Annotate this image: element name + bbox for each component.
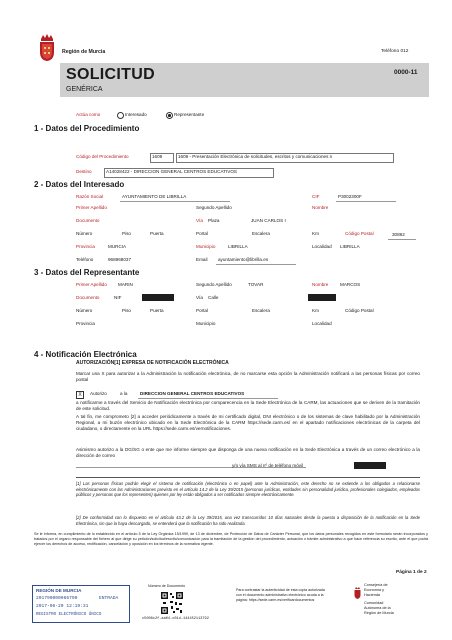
radio-interested[interactable] <box>117 112 124 119</box>
social-value: AYUNTAMIENTO DE LIBRILLA <box>122 194 187 199</box>
registry-stamp-datetime: 2017-06-20 12:19:31 <box>36 604 89 609</box>
cif-underline <box>336 201 396 202</box>
int-postal-underline <box>388 239 416 240</box>
int-postal-label: Código Postal <box>345 231 374 236</box>
rep-locality-label: Localidad <box>312 321 332 326</box>
authorize-checkbox[interactable]: X <box>76 391 84 399</box>
section3-title: 3 - Datos del Representante <box>34 268 140 277</box>
rep-document-redacted <box>142 294 174 301</box>
destination-label: Destino <box>76 169 92 174</box>
crown-shield-icon <box>38 34 56 62</box>
section2-title: 2 - Datos del Interesado <box>34 180 125 189</box>
int-first-surname-label: Primer Apellido <box>76 205 107 210</box>
rep-stairs-label: Escalera <box>252 308 270 313</box>
footer-line5: Autónoma de la <box>364 606 391 610</box>
verification-code-value: c5008c2f-aa04-c01d-144452113792 <box>142 617 209 621</box>
int-via-label: Vía <box>196 218 203 223</box>
authorize-entity: DIRECCION GENERAL CENTROS EDUCATIVOS <box>140 391 245 396</box>
section4-title: 4 - Notificación Electrónica <box>34 350 137 359</box>
int-postal-value: 30892 <box>392 232 405 237</box>
int-locality-label: Localidad <box>312 244 332 249</box>
footnote-separator <box>76 477 420 478</box>
footer-crown-icon <box>354 586 361 598</box>
registry-stamp <box>32 585 130 623</box>
rep-via-redacted <box>308 294 336 301</box>
footer-line3: Hacienda <box>364 593 381 597</box>
rep-portal-label: Portal <box>196 308 209 313</box>
social-underline <box>120 201 230 202</box>
acting-as-label: Actúa como <box>76 112 101 117</box>
footer-line2: Economía y <box>364 588 385 592</box>
cif-value: P3002300F <box>338 194 362 199</box>
int-document-label: Documento <box>76 218 100 223</box>
procedure-code-label: Código del Procedimiento <box>76 154 129 159</box>
rep-postal-label: Código Postal <box>345 308 374 313</box>
rep-province-label: Provincia <box>76 321 95 326</box>
verification-code-label: Número de Documento <box>148 584 186 588</box>
radio-representative[interactable] <box>166 112 173 119</box>
authorize-text: Autorizo <box>90 391 107 396</box>
qr-code-icon <box>160 591 184 615</box>
data-protection-notice: Se le informa, en cumplimiento de lo establecido en el artículo 5 de la Ley Orgánica 15/1999, de 13 de diciembre, de Protección de Datos de Carácter Personal, que los datos personales recogidos en este formulario serán incorporados y tratados por el órgano responsable del fichero al que dirige su petición/solicitud/escrito/comunicación para la tramitación de la gestión del procedimiento, actuación o trámite administrativo a que hace referencia su escrito, ante el que podrá ejercer los derechos de acceso, rectificación, cancelación y oposición en los términos de la normativa vigente. <box>34 532 428 546</box>
rep-document-type: NIF <box>114 295 122 300</box>
rep-via-label: Vía <box>196 295 203 300</box>
sms-text: y/o vía SMS al nº de teléfono móvil <box>232 463 304 468</box>
registry-stamp-number: 201790000066790 <box>36 596 78 601</box>
int-stairs-label: Escalera <box>252 231 270 236</box>
rep-first-surname-label: Primer Apellido <box>76 282 107 287</box>
int-phone-value: 968968037 <box>108 257 131 262</box>
int-km-label: Km <box>312 231 319 236</box>
int-phone-label: Teléfono <box>76 257 94 262</box>
int-province-label: Provincia <box>76 244 95 249</box>
notification-paragraph: a notificarme a través del Servicio de Notificación electrónica por comparecencia en la Sede Electrónica de la CARM, las actuaciones que se deriven de la tramitación de este solicitud. <box>76 400 420 412</box>
rep-document-label: Documento <box>76 295 100 300</box>
authorize-to: a la <box>120 391 128 396</box>
int-email-label: Email <box>196 257 208 262</box>
footnote-1: [1] Las personas físicas podrán elegir el sistema de notificación (electrónico o en papel) ante la Administración, este derecho no se extiende a los obligados a relacionarse electrónicamente con las Administraciones previsto en el artículo 14.2 de la Ley 39/2015 (personas jurídicas, entidades sin personalidad jurídica, profesionales colegiados, empleados públicos y personas que los representen) quienes por ley están obligados a ser notificados siempre electrónicamente. <box>76 481 420 498</box>
verification-text: Para contrastar la autenticidad de esta copia autorizada con el documento administrativo electrónico acuda a la página: https://sede.carm.es/verificardocumentos <box>236 588 325 602</box>
int-locality-value: LIBRILLA <box>340 244 360 249</box>
int-municipality-label: Municipio <box>196 244 216 249</box>
int-email-value: ayuntamiento@librilla.es <box>218 257 269 262</box>
registry-stamp-office: REGISTRO ELECTRÓNICO ÚNICO <box>36 613 102 617</box>
commitment-paragraph: A tal fin, me comprometo [2] a acceder periódicamente a través de mi certificado digital, DNI electrónico o de los sistemas de clave habilitado por la Administración Regional, a mi buzón electrónico ubicado en la Sede Electrónica de la CARM https://sede.carm.es/ en el apartado notificaciones electrónicas de la carpeta del ciudadano, o directamente en la URL https://sede.carm.es/vernotificaciones. <box>76 414 420 432</box>
footer-shield-icon <box>354 587 361 599</box>
int-email-underline <box>216 264 296 265</box>
rep-number-label: Número <box>76 308 93 313</box>
procedure-code-value: 1609 <box>152 154 163 159</box>
int-floor-label: Piso <box>122 231 131 236</box>
notification-intro: Marcar una X para autorizar a la Administración la notificación electrónica, de no marcarse esta opción la Administración notificará a las personas físicas por correo postal <box>76 371 420 383</box>
rep-first-surname-value: MARIN <box>118 282 133 287</box>
form-title: SOLICITUD <box>66 66 155 83</box>
footer-line6: Región de Murcia <box>364 611 394 615</box>
int-municipality-value: LIBRILLA <box>228 244 248 249</box>
form-subtitle: GENÉRICA <box>66 86 103 93</box>
rep-municipality-label: Municipio <box>196 321 216 326</box>
region-logo <box>38 34 56 62</box>
int-via-type: Plaza <box>208 218 220 223</box>
phone-label: Teléfono 012 <box>381 49 409 54</box>
form-code: 0000-11 <box>394 69 418 76</box>
radio-representative-label: Representante <box>174 112 205 117</box>
qr-pattern-icon <box>160 591 184 615</box>
cif-label: CIF <box>312 194 320 199</box>
int-portal-label: Portal <box>196 231 209 236</box>
region-name: Región de Murcia <box>62 49 106 55</box>
int-door-label: Puerta <box>150 231 164 236</box>
rep-floor-label: Piso <box>122 308 131 313</box>
rep-name-value: MARCOS <box>340 282 361 287</box>
footer-logo-block <box>354 584 424 624</box>
auth-heading: AUTORIZACIÓN[1] EXPRESA DE NOTIFICACIÓN ELECTRÓNICA <box>76 360 229 366</box>
int-province-value: MURCIA <box>108 244 127 249</box>
int-second-surname-label: Segundo Apellido <box>196 205 232 210</box>
registry-stamp-title: REGIÓN DE MURCIA <box>36 588 82 593</box>
int-number-label: Número <box>76 231 93 236</box>
int-name-label: Nombre <box>312 205 329 210</box>
page-indicator: Página 1 de 2 <box>396 570 427 575</box>
footer-line4: Comunidad <box>364 601 384 605</box>
sms-phone-redacted <box>354 462 386 469</box>
rep-km-label: Km <box>312 308 319 313</box>
social-label: Razón Social <box>76 194 104 199</box>
section1-title: 1 - Datos del Procedimiento <box>34 124 140 133</box>
rep-second-surname-label: Segundo Apellido <box>196 282 232 287</box>
rep-name-label: Nombre <box>312 282 329 287</box>
rep-via-type: Calle <box>208 295 219 300</box>
footnote-2: [2] De conformidad con lo dispuesto en el artículo 43.2 de la Ley 39/2015, una vez transcurridos 10 días naturales desde la puesta a disposición de la notificación en la Sede Electrónica, sin que la haya descargado, se entenderá que la notificación ha sido realizada. <box>76 515 420 526</box>
radio-interested-label: Interesado <box>125 112 147 117</box>
procedure-description-value: 1609 - Presentación Electrónica de solicitudes, escritos y comunicaciones n <box>178 154 333 159</box>
rep-door-label: Puerta <box>150 308 164 313</box>
footer-line1: Consejería de <box>364 583 388 587</box>
email-authorization-paragraph: Asimismo autorizo a la DG/SG o ente que me informe siempre que disponga de una nueva notificación en la Sede Electrónica a través de un correo electrónico a la dirección de correo <box>76 447 420 459</box>
registry-stamp-type: ENTRADA <box>99 596 119 601</box>
authorize-entity-underline <box>138 398 278 399</box>
int-via-value: JUAN CARLOS I <box>251 218 286 223</box>
rep-second-surname-value: TOVAR <box>248 282 264 287</box>
radio-selected-dot <box>168 114 171 117</box>
destination-value: A14028422 - DIRECCION GENERAL CENTROS EDUCATIVOS <box>106 169 237 174</box>
